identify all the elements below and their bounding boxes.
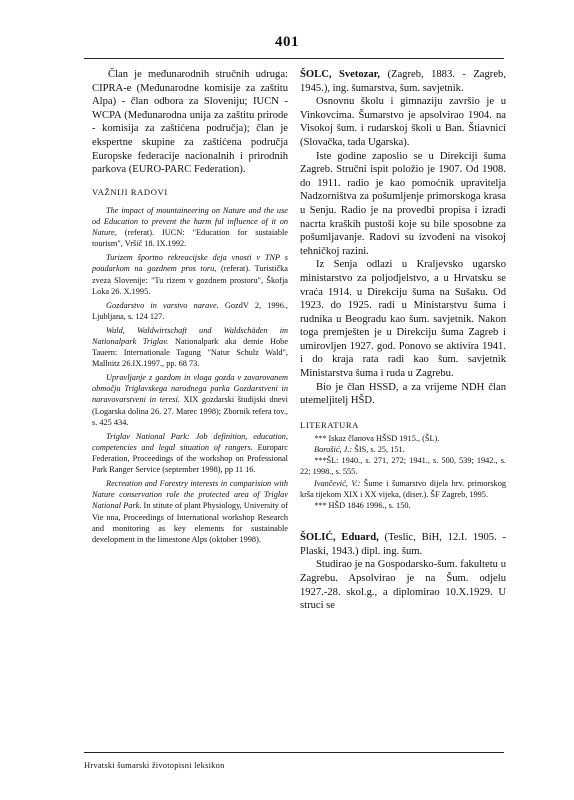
literature-details: ŠIS, s. 25, 151. xyxy=(352,445,405,455)
entry-solic-summary: (Teslic, BiH, 12.I. 1905. - Plaski, 1943.) dipl. ing. šum. xyxy=(300,532,506,557)
literature-author: Borošić, J.: xyxy=(314,445,353,455)
work-item xyxy=(92,252,288,297)
work-title: Recreation and Forestry interests in comparision with Nature conservation role the protected area of Triglav National Park. xyxy=(92,478,288,511)
literature-item xyxy=(300,455,506,477)
footer-rule xyxy=(84,752,504,753)
work-title: Wald, Waldwirtschaft und Waldschäden im Nationalpark Triglav. xyxy=(92,325,288,346)
work-title: Turizem športno rekreacijske deja vnosti v TNP s poudarkom na gozdnem pros toru, xyxy=(92,253,288,274)
work-item xyxy=(92,300,288,322)
entry-solc-paragraph: Osnovnu školu i gimnaziju završio je u Vinkovcima. Šumarstvo je apsolvirao 1904. na Visokoj šum. i rudarskoj školi u Ban. Štiavnici (Slovačka, tada Ugarska). xyxy=(300,96,506,148)
work-item xyxy=(92,325,288,370)
work-details: XIX gozdarski študijski dnevi (Logarska dolina 26. 27. Marec 1998); Zbornik refera tov., s. 425 434. xyxy=(92,395,288,427)
works-list xyxy=(92,205,288,545)
literature-details: Šume i šumarstvo dijela hrv. primorskog krša tijekom XIX i XX vijeka, (diser.). ŠF Zagreb, 1995. xyxy=(300,478,506,499)
entry-solc-paragraph: Bio je član HSSD, a za vrijeme NDH član utemeljitelj HŠD. xyxy=(300,381,506,407)
work-title: Triglav National Park: Job definition, education, competencies and legal situation of rangers. xyxy=(92,431,288,452)
works-heading: VAŽNIJI RADOVI xyxy=(92,186,168,197)
entry-solc-paragraph: Iste godine zaposlio se u Direkciji šuma Zagreb. Stručni ispit položio je 1907. Od 1908. do 1911. radio je kao pomoćnik upravitelja Nadzorništva za pošumljenje primorskoga krasa u Senju. Radio je na provedbi propisa i izradi nacrta kraških pustoši koje su bile sposobne za pošumljavanje. Radovi su izvođeni na visokoj tehničkoj razini. xyxy=(300,150,506,257)
literature-author: *** xyxy=(314,433,327,443)
footer-title: Hrvatski šumarski životopisni leksikon xyxy=(84,760,225,770)
literature-author: *** xyxy=(314,456,327,466)
page-number: 401 xyxy=(275,34,299,50)
literature-item xyxy=(300,500,506,511)
work-item xyxy=(92,205,288,250)
entry-solc-summary: (Zagreb, 1883. - Zagreb, 1945.), ing. šumarstva, šum. savjetnik. xyxy=(300,69,506,94)
work-item xyxy=(92,372,288,428)
literature-author: *** xyxy=(314,501,327,511)
work-details: In stitute of plant Physiology, University of Vie nna, Proceedings of International workshop Research and monitoring as key elements for sustainable development in the limestone Alps (oktober 1998). xyxy=(92,501,288,544)
literature-list xyxy=(300,433,506,511)
literature-details: Iskaz članova HŠSD 1915., (ŠL). xyxy=(326,433,440,443)
work-details: (referat). IUCN: "Education for sustaiable tourism", Vršič 18. IX.1992. xyxy=(92,228,288,249)
literature-details: ŠL: 1940., s. 271, 272; 1941., s. 500, 539; 1942., s. 22; 1998., s. 555. xyxy=(300,456,506,477)
literature-item xyxy=(300,444,506,455)
work-details: GozdV 2, 1996., Ljubljana, s. 124 127. xyxy=(92,300,288,321)
literature-heading: LITERATURA xyxy=(300,419,359,430)
entry-solic-paragraph: Studirao je na Gospodarsko-šum. fakultetu u Zagrebu. Apsolvirao je na Šum. odjelu 1927.-28. skol.g., a diplomirao 10.X.1929. U struci se xyxy=(300,559,506,612)
entry-solc-paragraph: Iz Senja odlazi u Kraljevsko ugarsko ministarstvo za poljodjelstvo, a u Hrvatsku se vraća 1914. u Direkciju šuma na Sušaku. Od 1923. do 1925. radi u Ministarstvu šuma i rudnika u Beogradu kao šum. savjetnik. Nakon toga premješten je u Direkciju šuma Zagreb i umirovljen 1927. god. Ponovo se aktivira 1941. i do kraja rata radi kao šum. savjetnik Ministarstva šuma i ruda u Zagrebu. xyxy=(300,259,506,380)
work-item xyxy=(92,431,288,476)
work-details: Europarc Federation, Proceedings of the workshop on Professional Park Ranger Service (september 1998), pp 11 16. xyxy=(92,442,288,475)
entry-solic-name: ŠOLIĆ, Eduard, xyxy=(300,532,379,544)
work-title: The impact of mountaineering on Nature and the use od Education to prevent the harm ful influence of it on Nature, xyxy=(92,205,288,238)
work-details: Nationalpark aka demie Hobe Tauern: Internationale Tagung "Natur Schulz Wald", Mallnitz 26.IX.1997., pp. 68 73. xyxy=(92,336,288,369)
literature-author: Ivančević, V.: xyxy=(314,478,361,488)
left-column xyxy=(92,68,288,548)
right-column xyxy=(300,68,506,613)
header-rule xyxy=(84,58,504,59)
work-item xyxy=(92,478,288,545)
literature-details: HŠD 1846 1996., s. 150. xyxy=(326,501,411,511)
work-title: Gozdarstvo in varstvo narave. xyxy=(106,300,219,310)
membership-paragraph: Član je međunarodnih stručnih udruga: CIPRA-e (Međunarodne komisije za zaštitu Alpa) - član odbora za Sloveniju; IUCN - WCPA (Međunarodna unija za zaštitu prirode - komisija za zaštićena područja); član je ekspertne skupine za zaštićena područja Europske federacije nacionalnih i prirodnih parkova (EURO-PARC Federation). xyxy=(92,69,288,176)
work-title: Upravljanje z gozdom in vloga gozda v zavarovanem območju Triglavskega narodnega parka Gozdarstveni in naravovarstveni in teresi. xyxy=(92,372,288,405)
literature-item xyxy=(300,478,506,500)
entry-solc-name: ŠOLC, Svetozar, xyxy=(300,69,381,80)
work-details: (referat). Turistička zveza Slovenije: "Tu rizem v gozdnem prostoru", Škofja Loka 26. X.1995. xyxy=(92,264,288,296)
entry-solc-heading xyxy=(300,68,506,95)
literature-item xyxy=(300,433,506,444)
entry-solic-heading xyxy=(300,531,506,558)
